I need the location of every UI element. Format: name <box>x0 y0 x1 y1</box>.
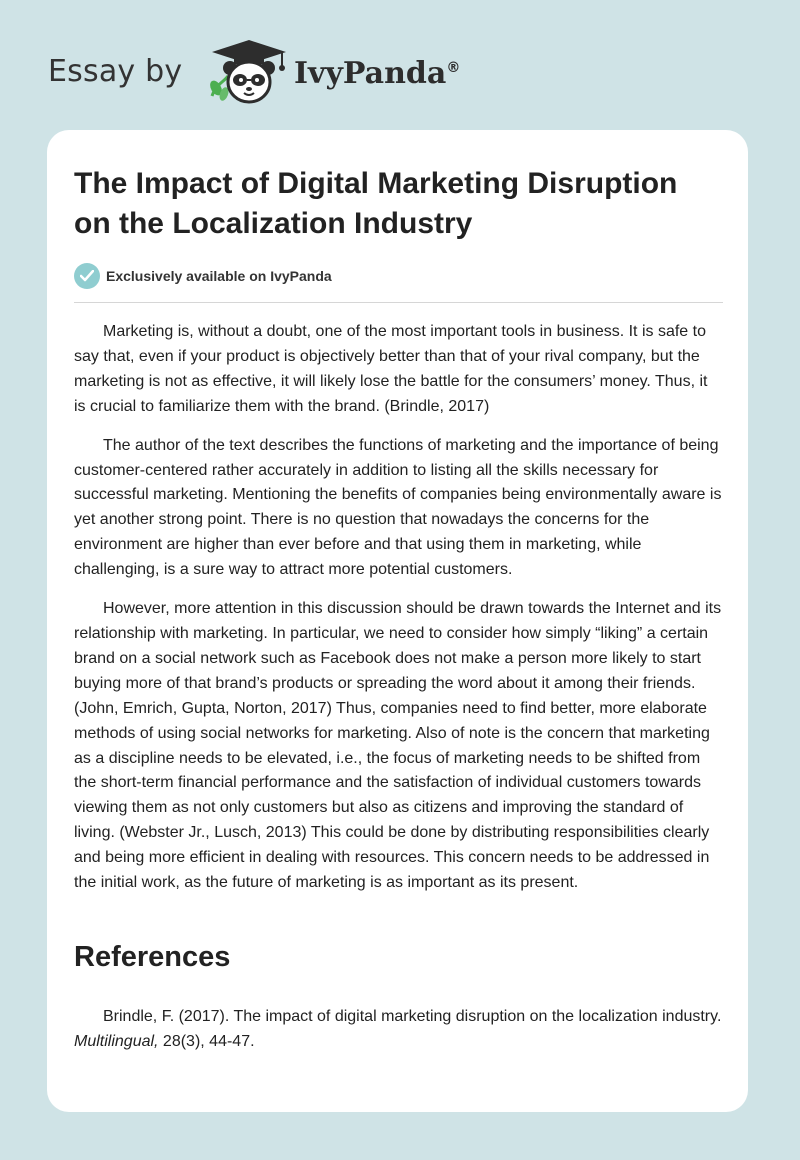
panda-graduation-cap-icon <box>204 36 294 108</box>
reference-entry <box>74 1004 723 1054</box>
references-heading: References <box>74 941 231 973</box>
exclusive-badge <box>74 263 332 289</box>
registered-mark: ® <box>446 60 461 76</box>
essay-body <box>74 320 723 910</box>
divider <box>74 302 723 303</box>
page-title: The Impact of Digital Marketing Disruption on the Localization Industry <box>74 167 678 240</box>
paragraph: The author of the text describes the functions of marketing and the importance of being customer-centered rather accurately in addition to listing all the skills necessary for successful marketing. Mentioning the benefits of companies being environmentally aware is yet another strong point. There is no question that nowadays the concerns for the environment are higher than ever before and that using them in marketing, while challenging, is a sure way to attract more potential customers. <box>74 436 722 579</box>
exclusive-label: Exclusively available on IvyPanda <box>106 268 332 284</box>
check-icon <box>74 263 100 289</box>
brand-header <box>48 36 488 116</box>
essay-card <box>47 130 748 1112</box>
paragraph: Marketing is, without a doubt, one of the most important tools in business. It is safe to say that, even if your product is objectively better than that of your rival company, but the marketing is not as effective, it will likely lose the battle for the consumers’ money. Thus, it is crucial to familiarize them with the brand. (Brindle, 2017) <box>74 323 708 415</box>
brand-name: IvyPanda <box>294 56 447 91</box>
brand-wordmark <box>294 56 460 91</box>
reference-text: Brindle, F. (2017). The impact of digital marketing disruption on the localization industry. <box>103 1008 722 1025</box>
paragraph: However, more attention in this discussion should be drawn towards the Internet and its relationship with marketing. In particular, we need to consider how simply “liking” a certain brand on a social network such as Facebook does not make a person more likely to start buying more of that brand’s products or spreading the word about it among their friends. (John, Emrich, Gupta, Norton, 2017) Thus, companies need to find better, more elaborate methods of using social networks for marketing. Also of note is the concern that marketing as a discipline needs to be elevated, i.e., the focus of marketing needs to be shifted from the short-term financial performance and the satisfaction of individual customers towards viewing them as not only customers but also as citizens and improving the standard of living. (Webster Jr., Lusch, 2013) This could be done by distributing responsibilities clearly and being more efficient in dealing with resources. This concern needs to be addressed in the initial work, as the future of marketing is as important as its present. <box>74 600 722 892</box>
brand-prefix: Essay by <box>48 54 183 89</box>
reference-details: 28(3), 44-47. <box>158 1033 255 1050</box>
reference-journal: Multilingual, <box>74 1033 159 1050</box>
